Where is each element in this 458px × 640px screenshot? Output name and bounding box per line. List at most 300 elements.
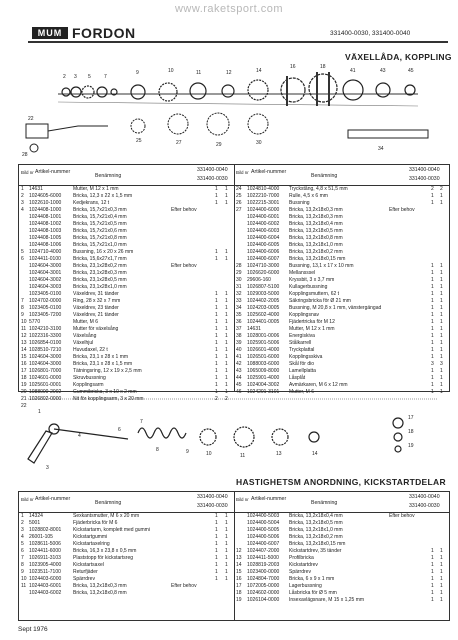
table-cell <box>389 228 415 235</box>
table-cell: 3 <box>21 527 24 533</box>
table-cell: 1024403-6002 <box>29 590 62 596</box>
table-cell: 1 <box>225 534 228 540</box>
table-cell <box>171 228 197 235</box>
table-cell: Skål för dio <box>289 361 315 367</box>
table-cell: 2 <box>215 396 218 402</box>
table-cell <box>236 214 242 221</box>
table-cell: 3 <box>431 361 434 367</box>
table-cell: 2 <box>431 186 434 192</box>
table-cell <box>171 347 197 354</box>
table-cell <box>440 534 443 541</box>
table-cell: 20 <box>21 389 27 395</box>
table-cell <box>171 193 197 200</box>
table-cell: Växelsång <box>73 333 97 339</box>
table-cell: 2 <box>440 186 443 192</box>
table-cell <box>225 277 228 284</box>
table-cell: 40 <box>236 347 242 353</box>
table-cell: 1 <box>431 555 434 561</box>
table-cell: 11 <box>21 583 27 589</box>
table-cell: 1024400-6003 <box>247 228 280 234</box>
table-cell <box>389 326 415 333</box>
table-cell: 1 <box>225 520 228 526</box>
table-cell: Fjädertricka för M 12 <box>289 319 335 325</box>
pos-column <box>21 513 27 597</box>
table-cell <box>171 214 197 221</box>
pos-header: Bild nr <box>21 497 34 502</box>
svg-text:4: 4 <box>78 433 81 439</box>
watermark: www.raketsport.com <box>174 3 284 15</box>
table-cell: 1024401-0005 <box>247 319 280 325</box>
table-cell: Mutter för växelsång <box>73 326 119 332</box>
table-cell: 1024804-7000 <box>247 576 280 582</box>
table-cell <box>236 256 242 263</box>
table-cell: 1 <box>431 340 434 346</box>
table-cell <box>431 527 434 534</box>
svg-text:5: 5 <box>88 74 91 80</box>
table-cell: 17 <box>21 368 27 374</box>
name-column <box>289 513 364 604</box>
table-cell <box>171 576 197 583</box>
svg-text:27: 27 <box>176 140 182 146</box>
table-cell: 6 <box>21 256 24 262</box>
table-cell: 1024400-6004 <box>247 235 280 241</box>
table-cell: Lamellplatta <box>289 368 316 374</box>
table-cell <box>171 242 197 249</box>
table-cell: Växelhjul <box>73 340 94 346</box>
table-cell: 1 <box>225 354 228 360</box>
table-cell: 1088003-6000 <box>247 361 280 367</box>
table-cell: 1 <box>440 368 443 374</box>
table-cell: 1 <box>440 347 443 353</box>
table-cell: 1026104-0000 <box>247 597 280 603</box>
table-cell <box>171 270 197 277</box>
table-cell: 1 <box>440 270 443 276</box>
table-cell: 1 <box>225 541 228 547</box>
table-cell: 1023405-0100 <box>29 305 62 311</box>
pos-header: Bild nr <box>236 170 249 175</box>
table-cell <box>389 569 415 576</box>
parts-table-kickstart <box>18 491 450 621</box>
model-a-header: 331400-0040 <box>197 494 228 500</box>
model-b-header: 331400-0030 <box>197 176 228 182</box>
table-cell <box>171 305 197 312</box>
table-cell: Bricka, 13,2x18x0,4 mm <box>289 221 343 227</box>
table-cell: 1024210-3100 <box>29 326 62 332</box>
table-cell: Rulle, 4,5 x 6 mm <box>289 193 328 199</box>
table-cell: 19 <box>21 382 27 388</box>
table-cell: 1 <box>215 375 218 381</box>
table-cell: 1024411-0100 <box>29 256 61 262</box>
table-cell: Profilbricka <box>289 555 314 561</box>
table-cell: 1024400-5006 <box>247 534 280 540</box>
table-cell: 1 <box>225 382 228 388</box>
table-cell: Växeldrev, 31 tänder <box>73 291 119 297</box>
table-cell: 1024400-6007 <box>247 541 280 547</box>
table-cell: 36 <box>236 319 242 325</box>
table-cell: Bricka, 13,2x18x0,3 mm <box>73 583 127 589</box>
table-cell: 1 <box>431 583 434 589</box>
table-cell: Energiskiva <box>289 333 315 339</box>
table-cell: 5001 <box>29 520 41 526</box>
table-cell: 1 <box>440 569 443 575</box>
table-cell: Kickstartsaxel <box>73 562 104 568</box>
table-cell: 1 <box>225 361 228 367</box>
svg-text:25: 25 <box>136 138 142 144</box>
table-cell: 32 <box>236 291 242 297</box>
name-header: Benämning <box>311 500 338 506</box>
table-cell <box>225 235 228 242</box>
svg-text:1: 1 <box>38 409 41 415</box>
table-cell <box>440 249 443 256</box>
table-cell: Bricka, 23,1x28x0,3 mm <box>73 270 127 276</box>
qty-b-column <box>225 186 228 403</box>
table-cell: Säkringsbricka för Ø 21 mm <box>289 298 351 304</box>
svg-text:7: 7 <box>104 74 107 80</box>
table-cell: 1024400-5004 <box>247 520 280 526</box>
table-cell <box>440 235 443 242</box>
table-cell <box>215 235 218 242</box>
table-cell <box>171 527 197 534</box>
table-cell: 1 <box>225 389 228 395</box>
table-cell: Bricka, 13,2x18x0,3 mm <box>289 214 343 220</box>
note-column <box>171 186 197 403</box>
table-cell: 39 <box>236 340 242 346</box>
table-cell: 1 <box>431 298 434 304</box>
table-cell: 7 <box>21 555 24 561</box>
table-cell: 1024604-3002 <box>29 277 62 283</box>
table-cell <box>225 214 228 221</box>
table-cell: 1 <box>215 319 218 325</box>
table-cell: 29 <box>236 270 242 276</box>
table-cell: 1 <box>431 305 434 311</box>
svg-text:10: 10 <box>206 451 212 457</box>
table-cell <box>215 214 218 221</box>
table-cell: 1028611-5006 <box>29 541 61 547</box>
article-column <box>247 513 279 604</box>
table-cell <box>21 277 27 284</box>
table-cell <box>171 326 197 333</box>
svg-text:2: 2 <box>63 74 66 80</box>
table-cell <box>431 541 434 548</box>
table-cell <box>440 541 443 548</box>
table-cell <box>21 235 27 242</box>
table-cell: Bricka, 6 x 9 x 1 mm <box>289 576 335 582</box>
pos-header: Bild nr <box>236 497 249 502</box>
table-cell <box>171 534 197 541</box>
table-cell <box>171 284 197 291</box>
table-cell <box>440 513 443 520</box>
table-cell: 1024403-6000 <box>29 576 62 582</box>
model-a-header: 331400-0040 <box>409 167 440 173</box>
table-cell: 1028001-0006 <box>247 333 280 339</box>
table-cell <box>431 256 434 263</box>
table-cell: Bricka, 23,1x28x0,2 mm <box>73 263 127 269</box>
table-cell: Kopplingsarm <box>73 382 104 388</box>
table-cell: 38 <box>236 333 242 339</box>
table-cell: 1 <box>225 368 228 374</box>
svg-text:18: 18 <box>320 64 326 70</box>
table-cell <box>389 527 415 534</box>
table-cell: 10 <box>21 319 27 325</box>
table-cell: 1 <box>440 375 443 381</box>
table-cell: 18 <box>236 590 242 596</box>
table-cell <box>215 263 218 270</box>
svg-text:14: 14 <box>312 451 318 457</box>
table-cell: 1026501-6000 <box>247 354 280 360</box>
table-cell <box>236 527 242 534</box>
table-cell <box>389 319 415 326</box>
article-header: Artikel-nummer <box>35 496 71 502</box>
table-cell: 29606-160 <box>247 277 271 283</box>
table-cell <box>215 242 218 249</box>
table-cell: 7 <box>21 298 24 304</box>
table-cell: Bricka, 15,7x21x0,4 mm <box>73 214 127 220</box>
pos-column <box>21 186 27 410</box>
table-cell: 1 <box>431 319 434 325</box>
model-a-header: 331400-0040 <box>409 494 440 500</box>
table-cell <box>431 249 434 256</box>
table-cell <box>225 242 228 249</box>
table-cell <box>171 520 197 527</box>
table-cell: 1 <box>440 312 443 318</box>
table-cell: 1022316-3300 <box>29 333 62 339</box>
table-cell: 1 <box>215 520 218 526</box>
table-cell: Kedjekrans, 12 t <box>73 200 110 206</box>
table-cell: 1 <box>440 562 443 568</box>
svg-text:22: 22 <box>28 116 34 122</box>
svg-text:16: 16 <box>290 64 296 70</box>
table-cell: 15 <box>21 354 27 360</box>
table-cell: 25 <box>236 193 242 199</box>
table-cell: 1 <box>215 361 218 367</box>
brand-logo: MUM <box>32 27 68 39</box>
table-cell: 1 <box>215 555 218 561</box>
table-cell: Insexavlägsnare, M 15 x 1,25 mm <box>289 597 365 603</box>
table-cell: 1023405-0100 <box>29 291 62 297</box>
table-cell <box>21 284 27 291</box>
table-cell: 18 <box>21 375 27 381</box>
table-cell: 37 <box>236 326 242 332</box>
model-a-header: 331400-0040 <box>197 167 228 173</box>
table-cell <box>440 214 443 221</box>
table-cell: 1024400-6000 <box>247 207 280 213</box>
article-header: Artikel-nummer <box>251 169 287 175</box>
table-cell: Låsbricka för Ø 5 mm <box>289 590 337 596</box>
table-cell <box>171 513 197 520</box>
table-cell: 1024601-0000 <box>29 375 62 381</box>
table-cell <box>389 263 415 270</box>
table-cell: Kopplingsskiva <box>289 354 323 360</box>
table-cell: 43 <box>236 368 242 374</box>
table-cell <box>431 214 434 221</box>
table-cell: 1024408-1006 <box>29 242 62 248</box>
table-cell: 45 <box>236 382 242 388</box>
table-cell: 1 <box>431 375 434 381</box>
table-cell: 2 <box>21 520 24 526</box>
table-cell: 1 <box>215 513 218 519</box>
table-cell: 1065009-8000 <box>247 368 280 374</box>
table-cell: Efter behov <box>171 583 197 589</box>
table-cell <box>21 242 27 249</box>
table-cell <box>389 382 415 389</box>
qty-a-column <box>215 513 218 597</box>
table-cell: 1 <box>225 298 228 304</box>
table-cell: Ring, 28 x 32 x 7 mm <box>73 298 121 304</box>
table-cell: 1 <box>431 263 434 269</box>
table-cell <box>236 221 242 228</box>
table-cell: 1024408-1000 <box>29 207 62 213</box>
table-cell: 1024604-3003 <box>29 284 62 290</box>
table-cell: 1 <box>215 256 218 262</box>
table-cell: 1024408-1003 <box>29 228 62 234</box>
article-column <box>29 513 61 597</box>
qty-b-column <box>440 186 443 396</box>
table-cell: 1024402-2005 <box>247 298 280 304</box>
table-cell: 1 <box>440 597 443 603</box>
table-cell: 1025602-4000 <box>247 312 280 318</box>
brand-title: FORDON <box>72 25 136 41</box>
svg-text:19: 19 <box>408 443 414 449</box>
table-cell: Växeldrev, 21 tänder <box>73 312 119 318</box>
svg-text:45: 45 <box>408 68 414 74</box>
table-cell <box>171 562 197 569</box>
table-cell: 1 <box>440 277 443 283</box>
table-cell: 26 <box>236 200 242 206</box>
table-cell <box>215 270 218 277</box>
table-cell: 1 <box>440 291 443 297</box>
table-cell: 1024604-3000 <box>29 263 62 269</box>
svg-text:11: 11 <box>240 453 246 459</box>
table-cell: 1072005-0000 <box>247 583 280 589</box>
model-part-numbers: 331400-0030, 331400-0040 <box>330 30 411 37</box>
table-cell: Bricka, 15,7x21x0,5 mm <box>73 221 127 227</box>
table-cell: 1 <box>431 389 434 395</box>
table-cell <box>389 270 415 277</box>
table-cell <box>225 207 228 214</box>
table-cell <box>440 242 443 249</box>
table-cell: 1 <box>225 347 228 353</box>
table-cell: 1026802-0000 <box>29 396 62 402</box>
table-cell: Kickstartgummi <box>73 534 108 540</box>
table-cell <box>389 333 415 340</box>
table-cell: 1026601-4000 <box>247 347 280 353</box>
table-cell <box>389 193 415 200</box>
table-cell <box>389 576 415 583</box>
svg-text:3: 3 <box>46 465 49 471</box>
table-cell <box>21 590 27 597</box>
table-cell: 1 <box>225 555 228 561</box>
table-cell: 27 <box>236 207 242 213</box>
model-b-header: 331400-0030 <box>409 503 440 509</box>
table-cell: Mellansssel <box>289 270 316 276</box>
table-cell <box>236 513 242 520</box>
table-cell: Mutter, M 6 <box>73 319 99 325</box>
table-cell: Mutter, M 6 <box>289 389 315 395</box>
table-cell <box>389 277 415 284</box>
table-cell: 14631 <box>247 326 261 332</box>
table-cell: 1 <box>431 347 434 353</box>
table-cell <box>389 361 415 368</box>
table-cell: 44 <box>236 375 242 381</box>
table-cell <box>21 221 27 228</box>
table-cell: 1 <box>431 200 434 206</box>
table-cell <box>236 242 242 249</box>
table-cell: Bricka, 15,7x21x0,6 mm <box>73 228 127 234</box>
table-cell: Kryssbit, 3 x 3,7 mm <box>289 277 335 283</box>
table-cell: 1 <box>440 263 443 269</box>
table-cell <box>171 569 197 576</box>
table-cell <box>431 534 434 541</box>
table-cell: Bricka, 13,2x18x0,8 mm <box>289 235 343 241</box>
table-cell: 1 <box>225 340 228 346</box>
table-cell: 1 <box>225 569 228 575</box>
svg-text:14: 14 <box>256 68 262 74</box>
table-cell <box>171 590 197 597</box>
table-cell: 1 <box>431 193 434 199</box>
table-cell: Kickstartarm, komplett med gummi <box>73 527 150 533</box>
table-cell <box>389 590 415 597</box>
table-cell <box>171 354 197 361</box>
table-cell: 1026911-3103 <box>29 555 61 561</box>
table-cell <box>389 249 415 256</box>
table-cell: 1024004-3002 <box>247 382 280 388</box>
table-cell: 5 <box>21 541 24 547</box>
table-cell: 1024810-4000 <box>247 186 280 192</box>
table-cell: 16 <box>21 361 27 367</box>
table-cell <box>440 207 443 214</box>
table-cell: 1026620-6000 <box>247 270 280 276</box>
table-cell: Mutter, M 12 x 1 mm <box>289 326 335 332</box>
table-cell <box>389 305 415 312</box>
table-cell: Efter behov <box>171 207 197 213</box>
table-cell <box>21 291 27 298</box>
table-cell: 1022215-3001 <box>247 200 280 206</box>
table-cell: 1 <box>215 576 218 582</box>
table-cell: 46 <box>236 389 242 395</box>
table-cell: 1 <box>215 193 218 199</box>
table-cell <box>171 541 197 548</box>
table-cell <box>440 221 443 228</box>
table-cell <box>389 298 415 305</box>
table-cell: Kickstartdrev, 35 tänder <box>289 548 342 554</box>
table-cell: 1 <box>431 597 434 603</box>
table-cell: 1 <box>431 382 434 388</box>
table-cell: 14 <box>21 347 27 353</box>
table-cell <box>389 186 415 193</box>
table-cell: 14 <box>236 562 242 568</box>
table-cell <box>171 249 197 256</box>
table-cell: 1 <box>225 326 228 332</box>
table-cell: 1 <box>215 527 218 533</box>
table-cell <box>389 221 415 228</box>
table-cell: 1026807-5100 <box>247 284 280 290</box>
table-cell: 1024408-1001 <box>29 214 62 220</box>
table-cell: 1024400-6005 <box>247 242 280 248</box>
table-cell: 16 <box>236 576 242 582</box>
table-cell: 1 <box>225 193 228 199</box>
table-cell: 1 <box>215 340 218 346</box>
table-cell: Lagerbussning <box>289 583 322 589</box>
table-cell: 9 <box>21 569 24 575</box>
table-cell: 24 <box>236 186 242 192</box>
table-cell: 1 <box>440 305 443 311</box>
qty-b-column <box>225 513 228 597</box>
table-cell: 1 <box>431 312 434 318</box>
svg-text:28: 28 <box>22 152 28 158</box>
table-cell: 1024201-3101 <box>247 389 280 395</box>
table-cell <box>171 256 197 263</box>
table-cell: Fjäderbricka för M 6 <box>73 520 118 526</box>
